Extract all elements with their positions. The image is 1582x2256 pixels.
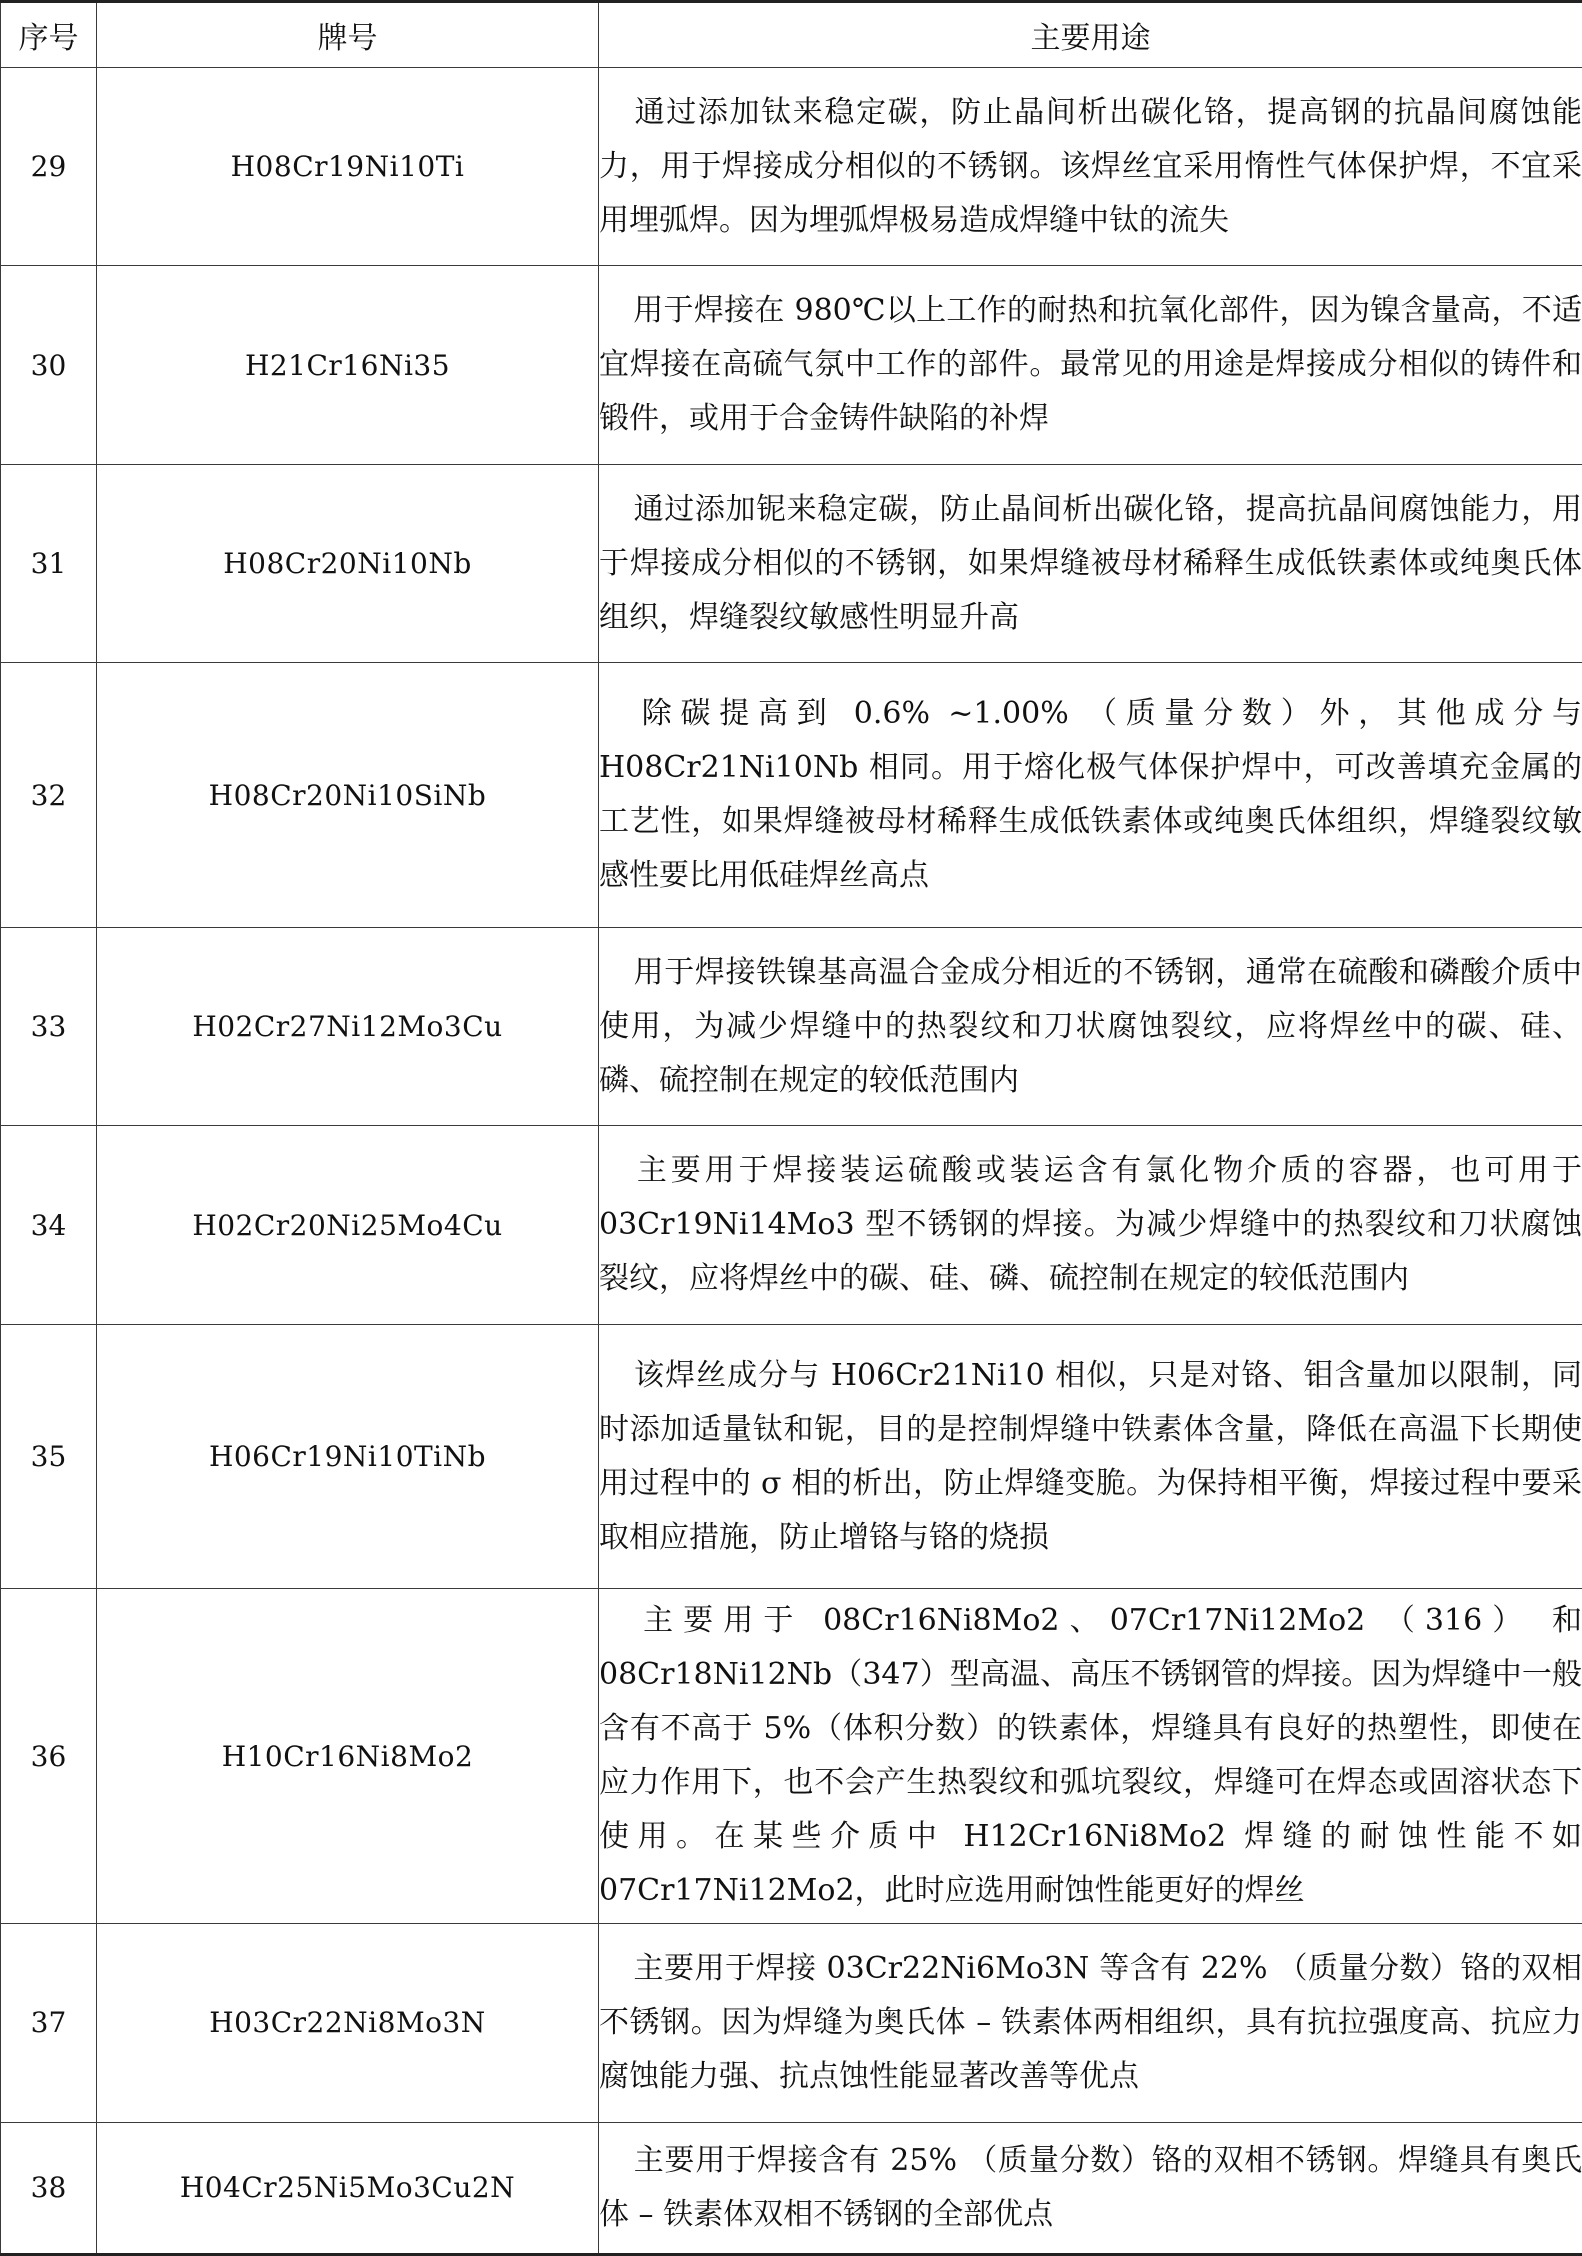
row-index: 35	[1, 1324, 97, 1589]
row-grade: H08Cr20Ni10SiNb	[97, 663, 599, 928]
table-row	[1, 1126, 1582, 1324]
row-index: 38	[1, 2122, 97, 2254]
table-row	[1, 927, 1582, 1125]
row-index: 34	[1, 1126, 97, 1324]
row-index: 37	[1, 1924, 97, 2122]
row-usage: 通过添加钛来稳定碳，防止晶间析出碳化铬，提高钢的抗晶间腐蚀能力，用于焊接成分相似的不锈钢。该焊丝宜采用惰性气体保护焊，不宜采用埋弧焊。因为埋弧焊极易造成焊缝中钛的流失	[599, 94, 1582, 238]
table-row	[1, 1324, 1582, 1589]
row-grade: H10Cr16Ni8Mo2	[97, 1589, 599, 1924]
table-row	[1, 464, 1582, 662]
header-usage: 主要用途	[599, 2, 1582, 68]
row-usage-cell	[599, 464, 1582, 662]
row-usage-cell	[599, 68, 1582, 266]
row-usage: 用于焊接铁镍基高温合金成分相近的不锈钢，通常在硫酸和磷酸介质中使用，为减少焊缝中的热裂纹和刀状腐蚀裂纹，应将焊丝中的碳、硅、磷、硫控制在规定的较低范围内	[599, 954, 1582, 1098]
table-row	[1, 663, 1582, 928]
table-row	[1, 1589, 1582, 1924]
row-grade: H21Cr16Ni35	[97, 266, 599, 464]
header-grade: 牌号	[97, 2, 599, 68]
table-row	[1, 266, 1582, 464]
table-row	[1, 2122, 1582, 2254]
row-usage-cell	[599, 1126, 1582, 1324]
row-usage: 主要用于焊接装运硫酸或装运含有氯化物介质的容器，也可用于 03Cr19Ni14Mo3 型不锈钢的焊接。为减少焊缝中的热裂纹和刀状腐蚀裂纹，应将焊丝中的碳、硅、磷、硫控制在规定的较低范围内	[599, 1153, 1582, 1297]
row-usage-cell	[599, 2122, 1582, 2254]
row-usage-cell	[599, 663, 1582, 928]
row-usage-cell	[599, 1324, 1582, 1589]
table-row	[1, 1924, 1582, 2122]
row-usage-cell	[599, 1589, 1582, 1924]
row-grade: H08Cr20Ni10Nb	[97, 464, 599, 662]
row-index: 31	[1, 464, 97, 662]
table-row	[1, 68, 1582, 266]
row-grade: H02Cr27Ni12Mo3Cu	[97, 927, 599, 1125]
row-usage: 主要用于 08Cr16Ni8Mo2、07Cr17Ni12Mo2 （316） 和 08Cr18Ni12Nb（347）型高温、高压不锈钢管的焊接。因为焊缝中一般含有不高于 5%（体积分数）的铁素体，焊缝具有良好的热塑性，即使在应力作用下，也不会产生热裂纹和弧坑裂纹，焊缝可在焊态或固溶状态下使用。在某些介质中 H12Cr16Ni8Mo2 焊缝的耐蚀性能不如 07Cr17Ni12Mo2，此时应选用耐蚀性能更好的焊丝	[599, 1603, 1582, 1909]
row-usage-cell	[599, 927, 1582, 1125]
row-usage-cell	[599, 266, 1582, 464]
row-grade: H08Cr19Ni10Ti	[97, 68, 599, 266]
row-index: 30	[1, 266, 97, 464]
row-grade: H04Cr25Ni5Mo3Cu2N	[97, 2122, 599, 2254]
row-grade: H03Cr22Ni8Mo3N	[97, 1924, 599, 2122]
row-usage: 除碳提高到 0.6% ~1.00% （质量分数）外，其他成分与 H08Cr21Ni10Nb 相同。用于熔化极气体保护焊中，可改善填充金属的工艺性，如果焊缝被母材稀释生成低铁素体或纯奥氏体组织，焊缝裂纹敏感性要比用低硅焊丝高点	[599, 696, 1582, 894]
row-usage: 主要用于焊接含有 25% （质量分数）铬的双相不锈钢。焊缝具有奥氏体 – 铁素体双相不锈钢的全部优点	[599, 2142, 1582, 2232]
row-usage: 通过添加铌来稳定碳，防止晶间析出碳化铬，提高抗晶间腐蚀能力，用于焊接成分相似的不锈钢，如果焊缝被母材稀释生成低铁素体或纯奥氏体组织，焊缝裂纹敏感性明显升高	[599, 491, 1582, 635]
row-usage: 该焊丝成分与 H06Cr21Ni10 相似，只是对铬、钼含量加以限制，同时添加适量钛和铌，目的是控制焊缝中铁素体含量，降低在高温下长期使用过程中的 σ 相的析出，防止焊缝变脆。为保持相平衡，焊接过程中要采取相应措施，防止增铬与铬的烧损	[599, 1357, 1582, 1555]
table-header-row	[1, 2, 1582, 68]
row-index: 36	[1, 1589, 97, 1924]
row-usage: 用于焊接在 980℃以上工作的耐热和抗氧化部件，因为镍含量高，不适宜焊接在高硫气氛中工作的部件。最常见的用途是焊接成分相似的铸件和锻件，或用于合金铸件缺陷的补焊	[599, 293, 1582, 437]
row-grade: H02Cr20Ni25Mo4Cu	[97, 1126, 599, 1324]
header-index: 序号	[1, 2, 97, 68]
row-index: 29	[1, 68, 97, 266]
row-usage: 主要用于焊接 03Cr22Ni6Mo3N 等含有 22% （质量分数）铬的双相不锈钢。因为焊缝为奥氏体 – 铁素体两相组织，具有抗拉强度高、抗应力腐蚀能力强、抗点蚀性能显著改善等优点	[599, 1950, 1582, 2094]
row-usage-cell	[599, 1924, 1582, 2122]
row-index: 33	[1, 927, 97, 1125]
row-grade: H06Cr19Ni10TiNb	[97, 1324, 599, 1589]
row-index: 32	[1, 663, 97, 928]
